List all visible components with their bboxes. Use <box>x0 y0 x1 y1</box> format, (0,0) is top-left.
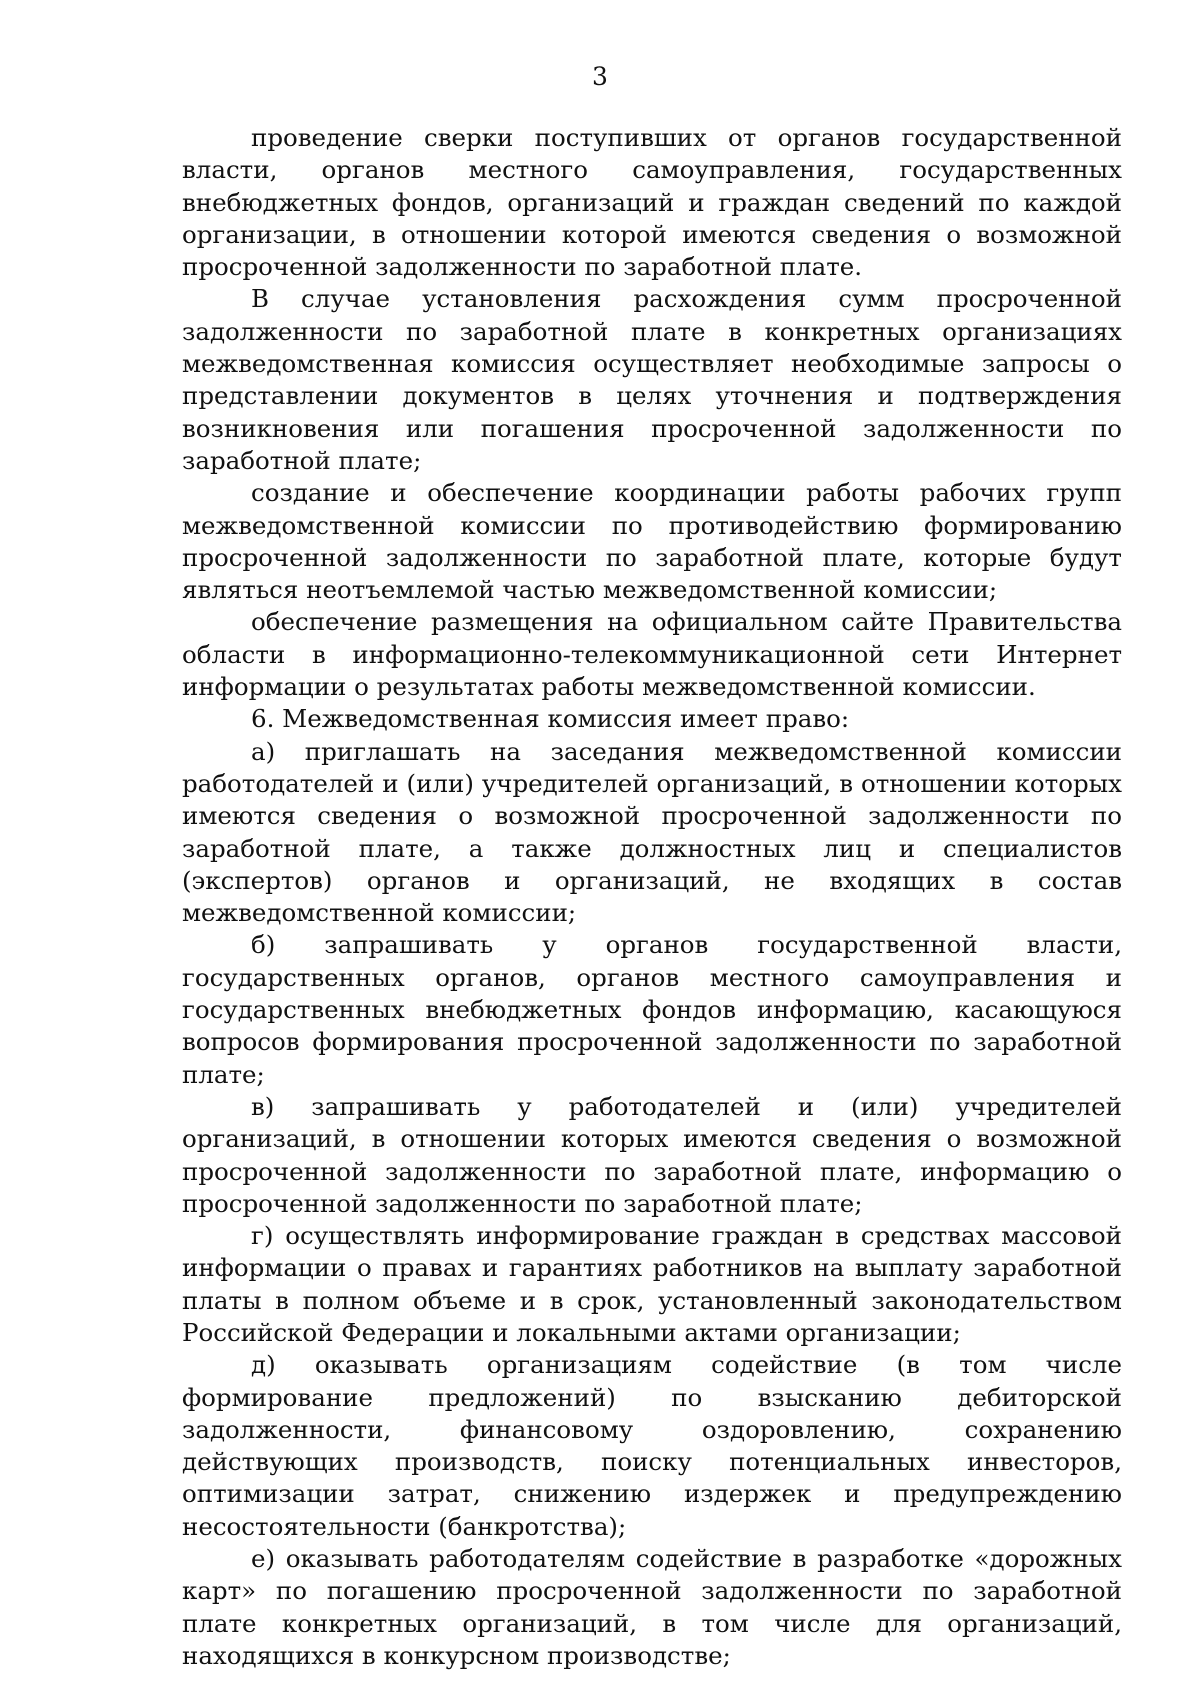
page-number: 3 <box>592 62 608 91</box>
paragraph-publication: обеспечение размещения на официальном сайте Правительства области в информационно-телекоммуникационной сети Интернет информации о результатах работы межведомственной комиссии. <box>182 607 1122 702</box>
paragraph-item-d: д) оказывать организациям содействие (в том числе формирование предложений) по взысканию дебиторской задолженности, финансовому оздоровлению, сохранению действующих производств, поиску потенциальных инвесторов, оптимизации затрат, снижению издержек и предупреждению несостоятельности (банкротства); <box>182 1350 1122 1541</box>
paragraph-discrepancy: В случае установления расхождения сумм просроченной задолженности по заработной плате в конкретных организациях межведомственная комиссия осуществляет необходимые запросы о представлении документов в целях уточнения и подтверждения возникновения или погашения просроченной задолженности по заработной плате; <box>182 284 1122 475</box>
paragraph-item-v: в) запрашивать у работодателей и (или) учредителей организаций, в отношении которых имеются сведения о возможной просроченной задолженности по заработной плате, информацию о просроченной задолженности по заработной плате; <box>182 1091 1122 1218</box>
paragraph-item-g: г) осуществлять информирование граждан в средствах массовой информации о правах и гарантиях работников на выплату заработной платы в полном объеме и в срок, установленный законодательством Российской Федерации и локальными актами организации; <box>182 1221 1122 1347</box>
paragraph-section-6-heading: 6. Межведомственная комиссия имеет право: <box>251 704 850 734</box>
paragraph-item-b: б) запрашивать у органов государственной власти, государственных органов, органов местного самоуправления и государственных внебюджетных фондов информацию, касающуюся вопросов формирования просроченной задолженности по заработной плате; <box>182 930 1122 1089</box>
paragraph-item-a: а) приглашать на заседания межведомственной комиссии работодателей и (или) учредителей организаций, в отношении которых имеются сведения о возможной просроченной задолженности по заработной плате, а также должностных лиц и специалистов (экспертов) органов и организаций, не входящих в состав межведомственной комиссии; <box>182 736 1122 928</box>
paragraph-working-groups: создание и обеспечение координации работы рабочих групп межведомственной комиссии по противодействию формированию просроченной задолженности по заработной плате, которые будут являться неотъемлемой частью межведомственной комиссии; <box>182 478 1122 605</box>
paragraph-reconciliation: проведение сверки поступивших от органов государственной власти, органов местного самоуправления, государственных внебюджетных фондов, организаций и граждан сведений по каждой организации, в отношении которой имеются сведения о возможной просроченной задолженности по заработной плате. <box>182 123 1122 282</box>
document-body <box>182 122 1122 1672</box>
paragraph-item-e: е) оказывать работодателям содействие в разработке «дорожных карт» по погашению просроченной задолженности по заработной плате конкретных организаций, в том числе для организаций, находящихся в конкурсном производстве; <box>182 1544 1122 1670</box>
